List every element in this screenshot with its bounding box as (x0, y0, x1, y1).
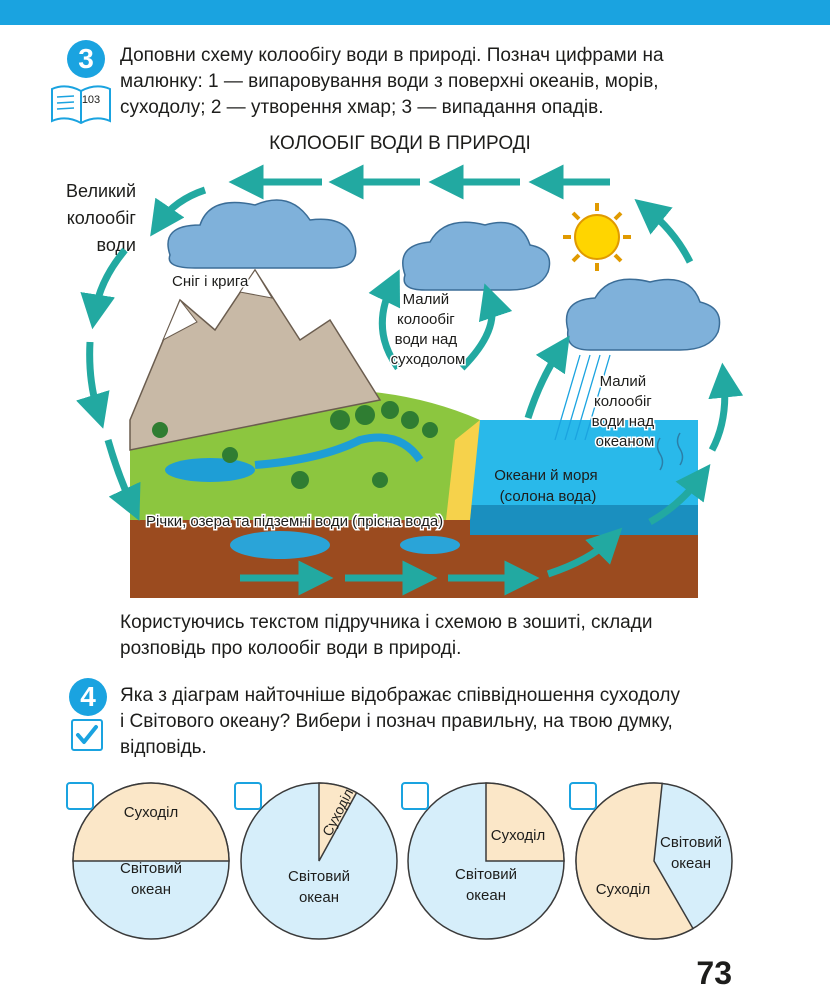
cycle-arrow (648, 210, 690, 262)
sun-icon (563, 203, 631, 271)
task4-line: і Світового океану? Вибери і познач правильну, на твою думку, (120, 711, 673, 732)
snow-ice-label: Сніг і крига (172, 273, 249, 290)
story-line: Користуючись текстом підручника і схемою в зошиті, склади (120, 612, 653, 633)
answer-checkbox[interactable] (401, 782, 429, 810)
task3-text (120, 43, 728, 121)
groundwater (230, 531, 330, 559)
cloud-left (168, 200, 356, 268)
cloud-middle (403, 222, 550, 290)
land-label: Суходіл (123, 804, 179, 821)
top-color-bar (0, 0, 830, 25)
cycle-arrow (712, 380, 725, 450)
cycle-arrow (462, 300, 492, 368)
small-land-cycle-label: Малий колообіг води над суходолом (390, 291, 466, 368)
answer-checkbox[interactable] (66, 782, 94, 810)
big-cycle-line: Великий (66, 181, 136, 201)
small-ocean-cycle-label: Малий колообіг води над океаном (591, 373, 655, 450)
ocean-label-line: океан (670, 855, 712, 872)
cycle-arrow (160, 190, 205, 222)
pie-option[interactable] (234, 782, 404, 942)
task4-text (120, 683, 728, 761)
land-slice (486, 783, 564, 861)
task4-line: відповідь. (120, 737, 207, 758)
ocean-label (426, 864, 546, 906)
ocean-label (651, 832, 731, 874)
cycle-arrow (528, 350, 560, 418)
task3-line: малюнку: 1 — випаровування води з поверхні океанів, морів, (120, 71, 659, 92)
story-text (120, 610, 728, 662)
oceans-label: Океани й моря (солона вода) (494, 467, 598, 505)
textbook-page-ref: 103 (81, 94, 101, 106)
ocean-label-line: океан (130, 881, 172, 898)
ocean-label-line: Світовий (660, 834, 722, 851)
task4-line: Яка з діаграм найточніше відображає співвідношення суходолу (120, 685, 680, 706)
water-cycle-illustration (0, 160, 830, 600)
answer-checkbox[interactable] (569, 782, 597, 810)
groundwater (400, 536, 460, 554)
pie-option[interactable] (66, 782, 236, 942)
ocean-label (259, 866, 379, 908)
land-label: Суходіл (595, 881, 651, 898)
story-line: розповідь про колообіг води в природі. (120, 638, 462, 659)
cycle-arrow (108, 440, 132, 505)
lake (165, 458, 255, 482)
task-number-badge: 3 (67, 40, 105, 78)
pie-option[interactable] (569, 782, 739, 942)
answer-checkbox[interactable] (234, 782, 262, 810)
big-cycle-line: води (96, 235, 136, 255)
land-label: Суходіл (318, 785, 357, 839)
ocean-label-line: Світовий (455, 866, 517, 883)
pie-option[interactable] (401, 782, 571, 942)
ocean-label-line: океан (298, 889, 340, 906)
big-cycle-line: колообіг (66, 208, 136, 228)
land-label: Суходіл (490, 827, 546, 844)
task3-line: суходолу; 2 — утворення хмар; 3 — випадання опадів. (120, 97, 604, 118)
cloud-right (567, 279, 720, 350)
task3-line: Доповни схему колообігу води в природі. Познач цифрами на (120, 45, 664, 66)
checkbox-checked-icon (71, 719, 103, 751)
diagram-title: КОЛООБІГ ВОДИ В ПРИРОДІ (269, 133, 531, 154)
cycle-arrow (95, 250, 125, 312)
cycle-arrow (90, 342, 98, 412)
rivers-label: Річки, озера та підземні води (прісна вода) (146, 513, 444, 530)
ocean-label-line: Світовий (288, 868, 350, 885)
ocean-label-line: Світовий (120, 860, 182, 877)
task-number-badge: 4 (69, 678, 107, 716)
ocean-label (91, 858, 211, 900)
page-number: 73 (696, 955, 732, 991)
ocean-label-line: океан (465, 887, 507, 904)
